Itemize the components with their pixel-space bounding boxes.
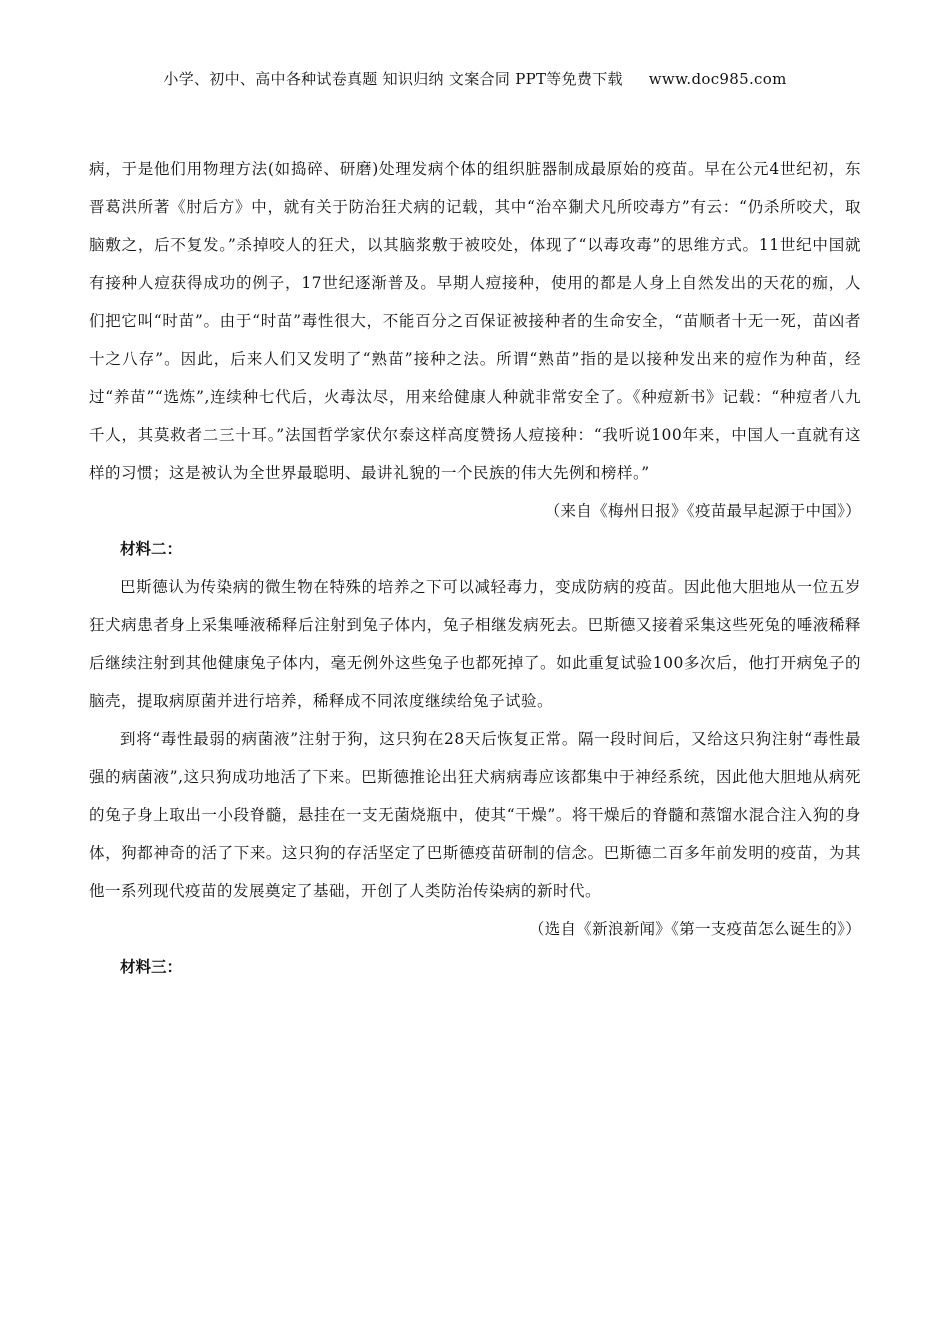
material-one-paragraph: 病，于是他们用物理方法(如捣碎、研磨)处理发病个体的组织脏器制成最原始的疫苗。早在公元4世纪初，东晋葛洪所著《肘后方》中，就有关于防治狂犬病的记载，其中“治卒猘犬凡所咬毒方”有云：“仍杀所咬犬，取脑敷之，后不复发。”杀掉咬人的狂犬，以其脑浆敷于被咬处，体现了“以毒攻毒”的思维方式。11世纪中国就有接种人痘获得成功的例子，17世纪逐渐普及。早期人痘接种，使用的都是人身上自然发出的天花的痂，人们把它叫“时苗”。由于“时苗”毒性很大，不能百分之百保证被接种者的生命安全，“苗顺者十无一死，苗凶者十之八存”。因此，后来人们又发明了“熟苗”接种之法。所谓“熟苗”指的是以接种发出来的痘作为种苗，经过“养苗”“选炼”,连续种七代后，火毒汰尽，用来给健康人种就非常安全了。《种痘新书》记载：“种痘者八九千人，其莫救者二三十耳。”法国哲学家伏尔泰这样高度赞扬人痘接种：“我听说100年来，中国人一直就有这样的习惯；这是被认为全世界最聪明、最讲礼貌的一个民族的伟大先例和榜样。” <box>89 160 861 482</box>
material-two-paragraph-2: 到将“毒性最弱的病菌液”注射于狗，这只狗在28天后恢复正常。隔一段时间后，又给这只狗注射“毒性最强的病菌液”,这只狗成功地活了下来。巴斯德推论出狂犬病病毒应该都集中于神经系统，因此他大胆地从病死的兔子身上取出一小段脊髓，悬挂在一支无菌烧瓶中，使其“干燥”。将干燥后的脊髓和蒸馏水混合注入狗的身体，狗都神奇的活了下来。这只狗的存活坚定了巴斯德疫苗研制的信念。巴斯德二百多年前发明的疫苗，为其他一系列现代疫苗的发展奠定了基础，开创了人类防治传染病的新时代。 <box>89 730 861 900</box>
header-site-url[interactable]: www.doc985.com <box>648 70 787 88</box>
material-two-paragraph-1: 巴斯德认为传染病的微生物在特殊的培养之下可以减轻毒力，变成防病的疫苗。因此他大胆地从一位五岁狂犬病患者身上采集唾液稀释后注射到兔子体内，兔子相继发病死去。巴斯德又接着采集这些死兔的唾液稀释后继续注射到其他健康兔子体内，毫无例外这些兔子也都死掉了。如此重复试验100多次后，他打开病兔子的脑壳，提取病原菌并进行培养，稀释成不同浓度继续给兔子试验。 <box>89 578 861 710</box>
material-one-source: （来自《梅州日报》《疫苗最早起源于中国》） <box>544 502 861 520</box>
material-three-heading: 材料三： <box>120 958 183 976</box>
material-two-heading: 材料二： <box>120 540 183 558</box>
header-tagline: 小学、初中、高中各种试卷真题 知识归纳 文案合同 PPT等免费下载 <box>163 70 623 88</box>
material-two-source: （选自《新浪新闻》《第一支疫苗怎么诞生的》） <box>528 920 861 938</box>
page-header <box>0 68 950 89</box>
document-body <box>89 150 861 986</box>
